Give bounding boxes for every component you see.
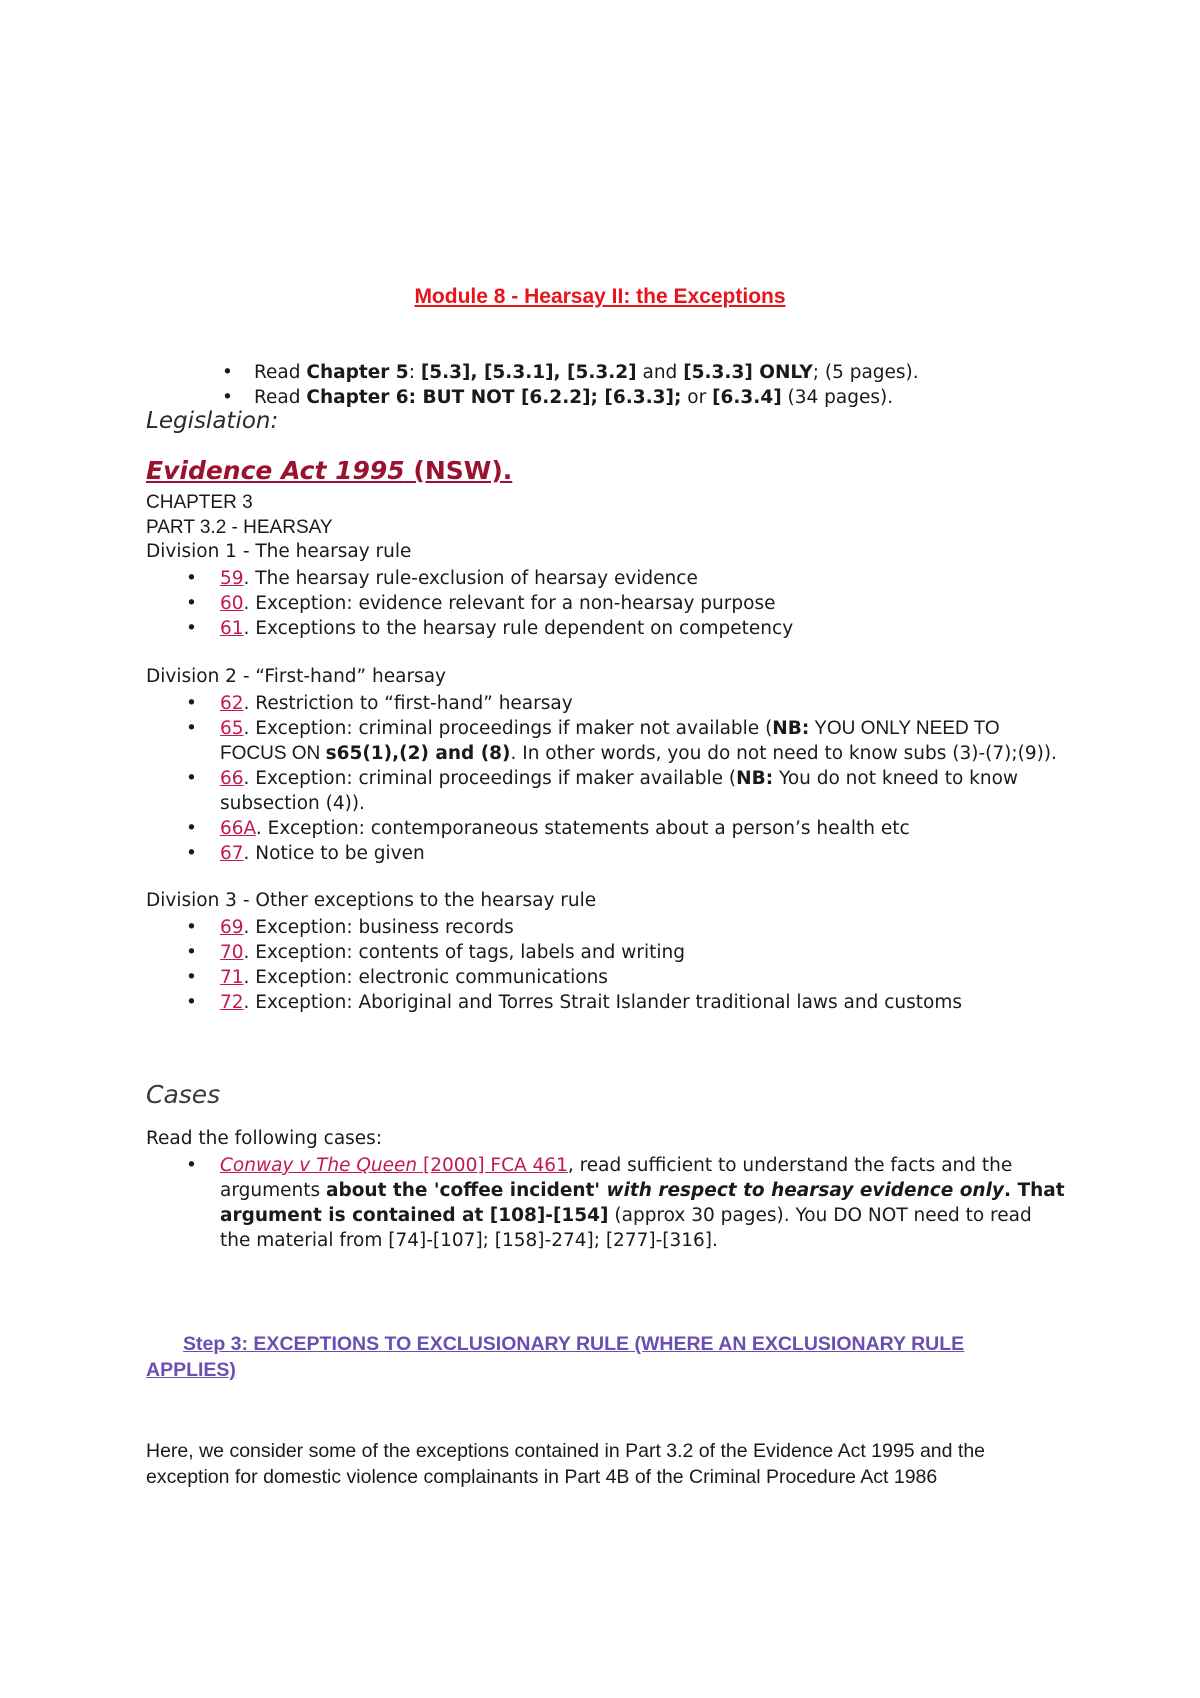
section-item: • 60. Exception: evidence relevant for a non-hearsay purpose [186, 591, 1066, 616]
section-item: • 65. Exception: criminal proceedings if maker not available (NB: YOU ONLY NEED TO FOCUS ON s65(1),(2) and (8). In other words, you do not need to know subs (3)-(7);(9)). [186, 716, 1066, 766]
section-item: • 70. Exception: contents of tags, labels and writing [186, 940, 1066, 965]
reading-item: • Read Chapter 5: [5.3], [5.3.1], [5.3.2] and [5.3.3] ONLY; (5 pages). [222, 360, 919, 385]
chapter-label: CHAPTER 3 [146, 492, 253, 513]
section-item: • 67. Notice to be given [186, 841, 1066, 866]
division-heading: Division 3 - Other exceptions to the hearsay rule [146, 890, 597, 911]
section-item: • 61. Exceptions to the hearsay rule dependent on competency [186, 616, 1066, 641]
act-title[interactable]: Evidence Act 1995 (NSW). [146, 456, 513, 485]
section-link[interactable]: 62 [220, 693, 244, 714]
cases-intro: Read the following cases: [146, 1128, 383, 1149]
division-3-sections [186, 915, 1066, 1015]
section-link[interactable]: 66A [220, 818, 256, 839]
section-item: • 66A. Exception: contemporaneous statements about a person’s health etc [186, 816, 1066, 841]
module-title: Module 8 - Hearsay II: the Exceptions [414, 285, 786, 308]
section-link[interactable]: 71 [220, 967, 244, 988]
section-link[interactable]: 66 [220, 768, 244, 789]
step-heading: Step 3: EXCEPTIONS TO EXCLUSIONARY RULE (WHERE AN EXCLUSIONARY RULE APPLIES) [146, 1333, 965, 1381]
section-link[interactable]: 67 [220, 843, 244, 864]
section-link[interactable]: 72 [220, 992, 244, 1013]
section-link[interactable]: 70 [220, 942, 244, 963]
reading-list [222, 360, 919, 410]
cases-list [186, 1153, 1066, 1253]
division-1-sections [186, 566, 1066, 641]
division-2-sections [186, 691, 1066, 866]
intro-paragraph: Here, we consider some of the exceptions contained in Part 3.2 of the Evidence Act 1995 and the exception for domestic violence complainants in Part 4B of the Criminal Procedure Act 1986 [146, 1440, 986, 1488]
section-link[interactable]: 69 [220, 917, 244, 938]
section-link[interactable]: 60 [220, 593, 244, 614]
section-item: • 59. The hearsay rule-exclusion of hearsay evidence [186, 566, 1066, 591]
section-link[interactable]: 61 [220, 618, 244, 639]
section-item: • 69. Exception: business records [186, 915, 1066, 940]
section-item: • 66. Exception: criminal proceedings if maker available (NB: You do not kneed to know subsection (4)). [186, 766, 1066, 816]
cases-heading: Cases [146, 1080, 221, 1109]
section-link[interactable]: 65 [220, 718, 244, 739]
section-item: • 72. Exception: Aboriginal and Torres Strait Islander traditional laws and customs [186, 990, 1066, 1015]
case-item: • Conway v The Queen [2000] FCA 461, read sufficient to understand the facts and the arguments about the 'coffee incident' with respect to hearsay evidence only. That argument is contained at [108]-[154] (approx 30 pages). You DO NOT need to read the material from [74]-[107]; [158]-274]; [277]-[316]. [186, 1153, 1066, 1253]
case-name-link[interactable]: Conway v The Queen [220, 1155, 418, 1176]
part-label: PART 3.2 - HEARSAY [146, 517, 333, 538]
reading-item: • Read Chapter 6: BUT NOT [6.2.2]; [6.3.3]; or [6.3.4] (34 pages). [222, 385, 919, 410]
legislation-heading: Legislation: [146, 408, 279, 434]
section-item: • 62. Restriction to “first-hand” hearsay [186, 691, 1066, 716]
division-heading: Division 2 - “First-hand” hearsay [146, 666, 446, 687]
division-heading: Division 1 - The hearsay rule [146, 541, 412, 562]
section-item: • 71. Exception: electronic communications [186, 965, 1066, 990]
case-citation-link[interactable]: [2000] FCA 461 [417, 1155, 568, 1176]
section-link[interactable]: 59 [220, 568, 244, 589]
